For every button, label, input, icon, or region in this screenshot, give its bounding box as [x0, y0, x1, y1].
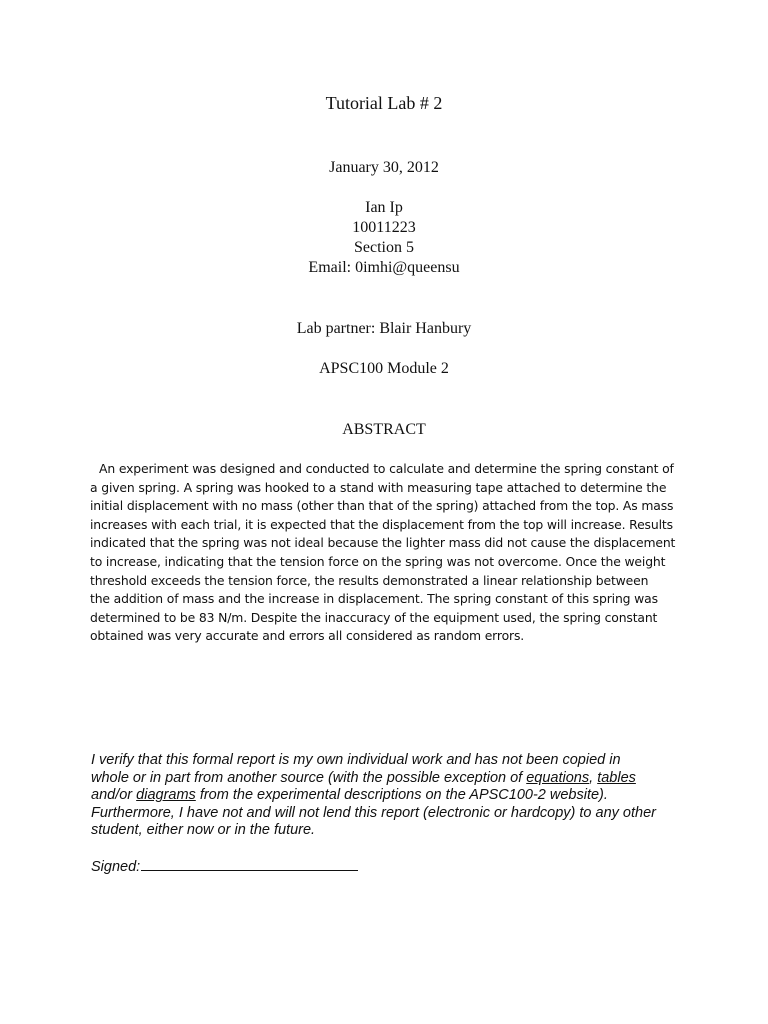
student-number: 10011223: [352, 219, 416, 236]
section-number: Section 5: [354, 239, 414, 256]
document-title: Tutorial Lab # 2: [325, 93, 443, 113]
tables-term: tables: [597, 769, 636, 786]
verification-text: whole or in part from another source (with the possible exception of: [91, 769, 527, 786]
verification-line: [91, 787, 691, 805]
verification-line: Furthermore, I have not and will not lend this report (electronic or hardcopy) to any other: [91, 804, 656, 821]
signature-block: [91, 856, 358, 876]
verification-text: ,: [589, 769, 598, 786]
verification-statement: [91, 752, 691, 840]
abstract-line: to increase, indicating that the tension force on the spring was not overcome. Once the weight: [90, 553, 666, 569]
lab-partner: Lab partner: Blair Hanbury: [296, 320, 472, 337]
verification-text: and/or: [91, 787, 137, 804]
course-module: APSC100 Module 2: [319, 360, 449, 377]
verification-line: [91, 770, 691, 788]
abstract-heading: ABSTRACT: [342, 421, 426, 438]
abstract-line: indicated that the spring was not ideal because the lighter mass did not cause the displacement: [90, 535, 676, 551]
abstract-line: initial displacement with no mass (other than that of the spring) attached from the top. As mass: [90, 498, 674, 514]
author-name: Ian Ip: [365, 199, 403, 216]
abstract-line: determined to be 83 N/m. Despite the inaccuracy of the equipment used, the spring constant: [90, 609, 658, 625]
signature-line: [141, 856, 358, 871]
verification-line: student, either now or in the future.: [91, 822, 316, 839]
abstract-line: obtained was very accurate and errors all considered as random errors.: [90, 628, 525, 644]
abstract-line: increases with each trial, it is expected that the displacement from the top will increase. Results: [90, 516, 673, 532]
abstract-line: the addition of mass and the increase in displacement. The spring constant of this spring was: [90, 591, 658, 607]
abstract-line: a given spring. A spring was hooked to a stand with measuring tape attached to determine the: [90, 479, 667, 495]
abstract-line: An experiment was designed and conducted to calculate and determine the spring constant of: [99, 461, 674, 476]
equations-term: equations: [526, 769, 590, 786]
author-email: Email: 0imhi@queensu: [308, 259, 460, 276]
abstract-line: threshold exceeds the tension force, the results demonstrated a linear relationship between: [90, 572, 649, 588]
signed-label: Signed:: [91, 859, 141, 875]
report-date: January 30, 2012: [329, 159, 439, 176]
diagrams-term: diagrams: [136, 787, 196, 804]
abstract-paragraph: [90, 460, 682, 646]
verification-text: from the experimental descriptions on the APSC100-2 website).: [195, 787, 608, 804]
verification-line: I verify that this formal report is my own individual work and has not been copied in: [91, 752, 621, 768]
